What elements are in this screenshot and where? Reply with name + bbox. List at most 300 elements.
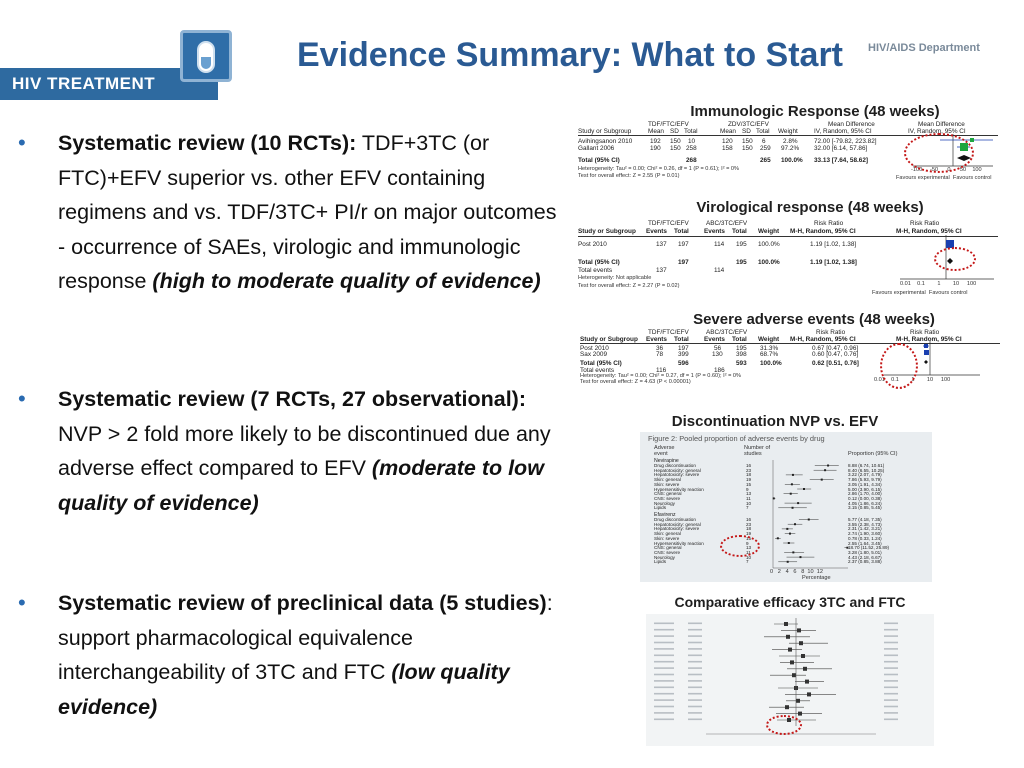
cell: 186 xyxy=(714,367,725,374)
bullet-text: NVP > 2 fold more likely to be discontinued due any adverse effect compared to EFV xyxy=(58,421,551,480)
group-label: Efavirenz xyxy=(654,512,676,518)
bullet-quality: (high to moderate quality of evidence) xyxy=(152,269,541,293)
proportion-ci: 4.05 (1.86, 6.24) xyxy=(848,500,882,506)
faint-text-row xyxy=(884,712,898,714)
tick-label: 100 xyxy=(972,167,982,173)
study-count: 19 xyxy=(746,531,752,537)
faint-text-row xyxy=(688,661,702,663)
cell: 197 xyxy=(678,259,689,266)
point-estimate xyxy=(799,641,803,645)
cell: 150 xyxy=(742,145,753,152)
point-estimate xyxy=(792,507,794,509)
point-estimate xyxy=(787,561,789,563)
faint-text-row xyxy=(654,719,674,721)
group-header: Risk Ratio xyxy=(814,220,844,227)
point-estimate xyxy=(788,542,790,544)
faint-text-row xyxy=(688,699,702,701)
proportion-ci: 2.74 (1.90, 3.60) xyxy=(848,531,882,537)
faint-text-row xyxy=(654,667,674,669)
page-title: Evidence Summary: What to Start xyxy=(296,36,843,74)
faint-text-row xyxy=(654,661,674,663)
col-header: Number of studies xyxy=(744,445,771,457)
cell: Total events xyxy=(578,267,613,274)
cell: 1.19 [1.02, 1.38] xyxy=(810,241,857,248)
point-estimate xyxy=(786,528,788,530)
point-estimate xyxy=(773,497,775,499)
faint-text-row xyxy=(884,680,898,682)
proportion-ci: 18.70 (11.52, 25.89) xyxy=(848,545,890,551)
point-estimate xyxy=(827,465,829,467)
cell: Gallant 2006 xyxy=(578,145,615,152)
proportion-ci: 0.78 (0.33, 1.24) xyxy=(848,535,882,541)
col-header: Weight xyxy=(778,128,798,135)
favours-right: Favours control xyxy=(952,175,992,181)
study-count: 23 xyxy=(746,521,752,527)
axis-ticks xyxy=(900,281,1000,287)
pill-icon xyxy=(180,30,232,82)
bullet-dot: • xyxy=(18,590,26,615)
study-count: 16 xyxy=(746,463,752,468)
study-count: 9 xyxy=(746,540,749,546)
point-estimate xyxy=(803,488,805,490)
faint-text-row xyxy=(654,712,674,714)
faint-text-row xyxy=(884,687,898,689)
faint-text-row xyxy=(654,693,674,695)
proportion-ci: 5.00 (3.90, 6.15) xyxy=(848,486,882,492)
col-header: Total xyxy=(756,128,770,135)
tick-label: 8 xyxy=(801,569,805,575)
favours-labels xyxy=(896,175,991,181)
tick-label: 0.01 xyxy=(874,377,885,383)
cell: Avihingsanon 2010 xyxy=(578,138,633,145)
highlight-ring xyxy=(904,133,974,173)
col-header: Proportion (95% CI) xyxy=(848,451,898,457)
col-header: Weight xyxy=(758,228,780,235)
point-estimate xyxy=(777,537,779,539)
event-name: CNS: general xyxy=(654,545,682,551)
cell: 258 xyxy=(686,145,697,152)
bullet-item-2 xyxy=(18,382,558,552)
favours-left: Favours experimental xyxy=(872,290,926,296)
faint-text-row xyxy=(654,687,674,689)
proportion-ci: 2.55 (1.64, 3.45) xyxy=(848,540,882,546)
study-count: 7 xyxy=(746,559,749,565)
proportion-ci: 0.12 (0.00, 0.38) xyxy=(848,495,882,501)
col-header: SD xyxy=(670,128,679,135)
col-header: Study or Subgroup xyxy=(578,128,632,135)
group-header: Mean Difference xyxy=(918,121,965,128)
study-count: 13 xyxy=(746,491,752,497)
cell: 100.0% xyxy=(758,241,780,248)
proportion-ci: 8.40 (6.55, 10.25) xyxy=(848,467,885,473)
tick-label: 50 xyxy=(959,167,967,173)
cell: 192 xyxy=(650,138,661,145)
axis-label: Percentage xyxy=(802,575,831,581)
bullet-item-1 xyxy=(18,126,558,336)
faint-text-row xyxy=(688,706,702,708)
event-name: Hepatotoxicity: severe xyxy=(654,526,700,532)
highlight-ring xyxy=(766,715,802,735)
col-header: IV, Random, 95% CI xyxy=(908,128,966,135)
bullet-dot: • xyxy=(18,130,26,155)
point-estimate xyxy=(786,635,790,639)
cell: Total (95% CI) xyxy=(578,259,620,266)
event-name: Drug discontinuation xyxy=(654,463,696,468)
faint-text-row xyxy=(688,693,702,695)
faint-text-row xyxy=(884,642,898,644)
tick-label: 10 xyxy=(807,569,814,575)
study-count: 10 xyxy=(746,554,752,560)
event-name: Hypersensitivity reaction xyxy=(654,486,704,492)
tick-label: 0.1 xyxy=(917,281,925,287)
col-header: Events xyxy=(704,336,725,343)
faint-text-row xyxy=(884,661,898,663)
study-count: 19 xyxy=(746,477,752,483)
figure-caption-comparative: Comparative efficacy 3TC and FTC xyxy=(674,594,906,610)
col-header: Mean xyxy=(648,128,664,135)
study-count: 18 xyxy=(746,526,752,532)
cell: 137 xyxy=(656,267,667,274)
overall-effect-text: Test for overall effect: Z = 2.55 (P = 0.01) xyxy=(578,173,680,179)
cell: 33.13 [7.64, 58.62] xyxy=(814,157,869,164)
event-name: Hepatotoxicity: general xyxy=(654,467,701,473)
cell: Total (95% CI) xyxy=(580,360,622,367)
col-header: Total xyxy=(674,228,689,235)
bullet-item-3 xyxy=(18,586,558,726)
tick-label: -100 xyxy=(911,167,923,173)
hiv-treatment-logo xyxy=(0,30,234,100)
faint-text-row xyxy=(884,693,898,695)
figure-caption-virologic: Virological response (48 weeks) xyxy=(696,199,924,216)
cell: 268 xyxy=(686,157,697,164)
col-header: IV, Random, 95% CI xyxy=(814,128,872,135)
bullet-text: TDF+3TC (or FTC)+EFV superior vs. other EFV containing regimens and vs. TDF/3TC+ PI/r on major outcomes - occurrence of SAEs, virologic and immunologic response xyxy=(58,131,557,293)
cell: 158 xyxy=(722,145,733,152)
cell: 100.0% xyxy=(758,259,780,266)
point-estimate xyxy=(824,469,826,471)
proportion-ci: 2.31 (1.42, 3.21) xyxy=(848,526,882,532)
highlight-ring xyxy=(720,535,760,557)
event-name: Skin: general xyxy=(654,531,681,537)
point-estimate xyxy=(797,628,801,632)
cell: 195 xyxy=(736,241,747,248)
cell: Post 2010 xyxy=(580,345,609,352)
faint-text-row xyxy=(654,680,674,682)
heterogeneity-text: Heterogeneity: Not applicable xyxy=(578,275,652,281)
col-header: Total xyxy=(684,128,698,135)
tick-label: 0.01 xyxy=(900,281,911,287)
tick-label: 10 xyxy=(926,377,934,383)
figure-title: Figure 2: Pooled proportion of adverse events by drug xyxy=(648,434,825,443)
cell: 130 xyxy=(712,351,723,358)
highlight-ring xyxy=(934,247,976,271)
col-header: Events xyxy=(646,336,667,343)
proportion-ci: 3.28 (1.80, 5.01) xyxy=(848,549,882,555)
forest-plot-adverse xyxy=(580,329,1000,389)
favours-right: Favours control xyxy=(928,290,968,296)
cell: 0.62 [0.51, 0.76] xyxy=(812,360,859,367)
col-header: M-H, Random, 95% CI xyxy=(896,228,962,235)
point-estimate xyxy=(792,673,796,677)
point-estimate xyxy=(785,705,789,709)
col-header: Events xyxy=(704,228,725,235)
faint-text-row xyxy=(654,706,674,708)
event-name: CNS: severe xyxy=(654,549,681,555)
heterogeneity-text: Heterogeneity: Tau² = 0.00; Chi² = 0.26, df = 1 (P = 0.61); I² = 0% xyxy=(578,166,740,172)
group-header: ABC/3TC/EFV xyxy=(706,329,748,336)
tick-label: 12 xyxy=(816,569,823,575)
col-header: Study or Subgroup xyxy=(578,228,636,235)
tick-label: 100 xyxy=(940,377,951,383)
faint-text-row xyxy=(654,699,674,701)
cell: 72.00 [-79.82, 223.82] xyxy=(814,138,877,145)
faint-text-row xyxy=(654,623,674,625)
faint-text-row xyxy=(654,642,674,644)
bullet-quality: (moderate to low quality of evidence) xyxy=(58,456,544,515)
faint-text-row xyxy=(688,648,702,650)
col-header: Adverse event xyxy=(654,445,675,457)
cell: 150 xyxy=(742,138,753,145)
event-name: Hepatotoxicity: severe xyxy=(654,472,700,478)
faint-text-row xyxy=(688,680,702,682)
cell: 197 xyxy=(678,345,689,352)
group-header: ZDV/3TC/EFV xyxy=(728,121,769,128)
proportion-ci: 3.05 (1.91, 4.34) xyxy=(848,481,882,487)
study-count: 11 xyxy=(746,495,751,501)
tick-label: 6 xyxy=(793,569,797,575)
faint-text-row xyxy=(884,623,898,625)
figure-caption-immunologic: Immunologic Response (48 weeks) xyxy=(690,103,940,120)
figure-caption-discontinuation: Discontinuation NVP vs. EFV xyxy=(671,413,879,430)
bullet-dot: • xyxy=(18,386,26,411)
point-estimate xyxy=(789,533,791,535)
event-name: Hepatotoxicity: general xyxy=(654,521,701,527)
point-estimate xyxy=(821,479,823,481)
tick-label: -50 xyxy=(929,167,939,173)
cell: 137 xyxy=(656,241,667,248)
highlight-ring xyxy=(880,343,918,389)
favours-labels xyxy=(872,290,967,296)
point-estimate xyxy=(807,692,811,696)
faint-text-row xyxy=(688,687,702,689)
cell: 1.19 [1.02, 1.38] xyxy=(810,259,857,266)
col-header: Total xyxy=(674,336,689,343)
point-estimate xyxy=(846,547,848,549)
bullet-bold: Systematic review of preclinical data (5 studies) xyxy=(58,591,547,615)
point-estimate xyxy=(796,699,800,703)
point-estimate xyxy=(784,622,788,626)
cell: 114 xyxy=(714,267,725,274)
proportion-ci: 3.15 (0.85, 5.45) xyxy=(848,505,882,511)
study-count: 13 xyxy=(746,545,752,551)
tick-label: 4 xyxy=(785,569,789,575)
faint-text-row xyxy=(884,667,898,669)
point-estimate xyxy=(790,660,794,664)
faint-text-row xyxy=(884,674,898,676)
cell: 190 xyxy=(650,145,661,152)
event-name: CNS: severe xyxy=(654,495,681,501)
cell: 0.67 [0.47, 0.96] xyxy=(812,345,859,352)
logo-text: HIV TREATMENT xyxy=(12,74,156,93)
cell: 195 xyxy=(736,259,747,266)
faint-text-row xyxy=(884,648,898,650)
group-label: Nevirapine xyxy=(654,458,679,464)
col-header: M-H, Random, 95% CI xyxy=(790,228,856,235)
cell: 265 xyxy=(760,157,771,164)
group-header: TDF/FTC/EFV xyxy=(648,220,689,227)
cell: 2.8% xyxy=(783,138,798,145)
proportion-ci: 3.55 (2.38, 4.73) xyxy=(848,521,882,527)
cell: 114 xyxy=(714,241,725,248)
col-header: M-H, Random, 95% CI xyxy=(896,336,962,343)
cell: 10 xyxy=(688,138,696,145)
group-header: Risk Ratio xyxy=(910,329,940,336)
point-estimate xyxy=(790,493,792,495)
group-header: Risk Ratio xyxy=(816,329,846,336)
overall-effect-text: Test for overall effect: Z = 2.27 (P = 0.02) xyxy=(578,283,680,289)
cell: 97.2% xyxy=(781,145,800,152)
bullet-bold: Systematic review (7 RCTs, 27 observational): xyxy=(58,387,527,411)
proportion-ci: 2.86 (1.70, 4.00) xyxy=(848,491,882,497)
faint-text-row xyxy=(688,655,702,657)
cell: 100.0% xyxy=(760,360,782,367)
faint-text-row xyxy=(688,667,702,669)
discontinuation-forest-graphic xyxy=(770,460,850,572)
group-header: Mean Difference xyxy=(828,121,875,128)
cell: Total (95% CI) xyxy=(578,157,620,164)
faint-text-row xyxy=(884,635,898,637)
proportion-ci: 7.86 (5.93, 9.79) xyxy=(848,477,882,483)
faint-text-row xyxy=(884,706,898,708)
cell: 150 xyxy=(670,138,681,145)
tick-label: 0 xyxy=(947,167,951,173)
faint-text-row xyxy=(654,655,674,657)
bullet-bold: Systematic review (10 RCTs): xyxy=(58,131,357,155)
point-estimate xyxy=(808,519,810,521)
proportion-ci: 3.22 (2.07, 4.79) xyxy=(848,472,882,478)
cell: 195 xyxy=(736,345,747,352)
col-header: Total xyxy=(732,336,747,343)
point-estimate xyxy=(788,648,792,652)
cell: 32.00 [6.14, 57.86] xyxy=(814,145,868,152)
point-estimate xyxy=(792,551,794,553)
cell: 150 xyxy=(670,145,681,152)
point-estimate xyxy=(794,523,796,525)
event-name: Neurology xyxy=(654,554,675,560)
cell: 68.7% xyxy=(760,351,779,358)
group-header: ABC/3TC/EFV xyxy=(706,220,748,227)
event-name: Skin: severe xyxy=(654,481,680,487)
cell: 120 xyxy=(722,138,733,145)
faint-text-row xyxy=(884,699,898,701)
tick-label: 1 xyxy=(911,377,915,383)
col-header: Total xyxy=(732,228,747,235)
faint-text-row xyxy=(654,635,674,637)
event-name: Skin: severe xyxy=(654,535,680,541)
cell: Sax 2009 xyxy=(580,351,608,358)
study-count: 18 xyxy=(746,472,752,478)
faint-text-row xyxy=(688,719,702,721)
bullet-text: : support pharmacological equivalence interchangeability of 3TC and FTC xyxy=(58,591,553,684)
tick-label: 0.1 xyxy=(891,377,899,383)
cell: 78 xyxy=(656,351,664,358)
faint-text-row xyxy=(654,648,674,650)
overall-effect-text: Test for overall effect: Z = 4.63 (P < 0.00001) xyxy=(580,379,691,385)
cell: 398 xyxy=(736,351,747,358)
tick-label: 0 xyxy=(770,569,774,575)
cell: 6 xyxy=(762,138,766,145)
study-count: 15 xyxy=(746,481,752,487)
col-header: Events xyxy=(646,228,667,235)
cell: 399 xyxy=(678,351,689,358)
bullet-quality: (low quality evidence) xyxy=(58,660,510,719)
cell: 100.0% xyxy=(781,157,803,164)
faint-text-row xyxy=(688,629,702,631)
point-estimate xyxy=(797,502,799,504)
study-count: 9 xyxy=(746,486,749,492)
point-estimate xyxy=(799,556,801,558)
faint-text-row xyxy=(884,719,898,721)
faint-text-row xyxy=(884,655,898,657)
faint-text-row xyxy=(688,674,702,676)
point-estimate xyxy=(791,483,793,485)
department-label: HIV/AIDS Department xyxy=(868,42,980,54)
faint-text-row xyxy=(654,674,674,676)
group-header: TDF/FTC/EFV xyxy=(648,121,689,128)
event-name: Neurology xyxy=(654,500,675,506)
event-name: CNS: general xyxy=(654,491,682,497)
tick-label: 1 xyxy=(937,281,941,287)
faint-text-row xyxy=(884,629,898,631)
col-header: M-H, Random, 95% CI xyxy=(790,336,856,343)
study-count: 15 xyxy=(746,535,752,541)
cell: 116 xyxy=(656,367,667,374)
col-header: Mean xyxy=(720,128,736,135)
tick-label: 100 xyxy=(966,281,977,287)
faint-text-row xyxy=(688,642,702,644)
point-estimate xyxy=(798,712,802,716)
event-name: Skin: general xyxy=(654,477,681,483)
study-count: 7 xyxy=(746,505,749,511)
group-header: Risk Ratio xyxy=(910,220,940,227)
cell: 36 xyxy=(656,345,664,352)
cell: 593 xyxy=(736,360,747,367)
cell: 197 xyxy=(678,241,689,248)
study-count: 16 xyxy=(746,517,752,522)
discontinuation-plot xyxy=(640,432,932,582)
proportion-ci: 5.77 (4.18, 7.35) xyxy=(848,517,882,522)
heterogeneity-text: Heterogeneity: Tau² = 0.00; Chi² = 0.27, df = 1 (P = 0.60); I² = 0% xyxy=(580,373,742,379)
faint-text-row xyxy=(688,635,702,637)
col-header: SD xyxy=(742,128,751,135)
event-name: Lipids xyxy=(654,559,667,565)
cell: Total events xyxy=(580,367,615,374)
proportion-ci: 4.43 (2.18, 6.67) xyxy=(848,554,882,560)
study-count: 23 xyxy=(746,467,752,473)
event-name: Drug discontinuation xyxy=(654,517,696,522)
cell: 31.3% xyxy=(760,345,779,352)
tick-label: 2 xyxy=(777,569,781,575)
point-estimate xyxy=(803,667,807,671)
faint-text-row xyxy=(654,629,674,631)
point-estimate xyxy=(801,654,805,658)
col-header: Study or Subgroup xyxy=(580,336,638,343)
study-count: 10 xyxy=(746,500,752,506)
proportion-ci: 8.88 (6.74, 10.61) xyxy=(848,463,885,468)
event-name: Lipids xyxy=(654,505,667,511)
cell: Post 2010 xyxy=(578,241,607,248)
cell: 259 xyxy=(760,145,771,152)
